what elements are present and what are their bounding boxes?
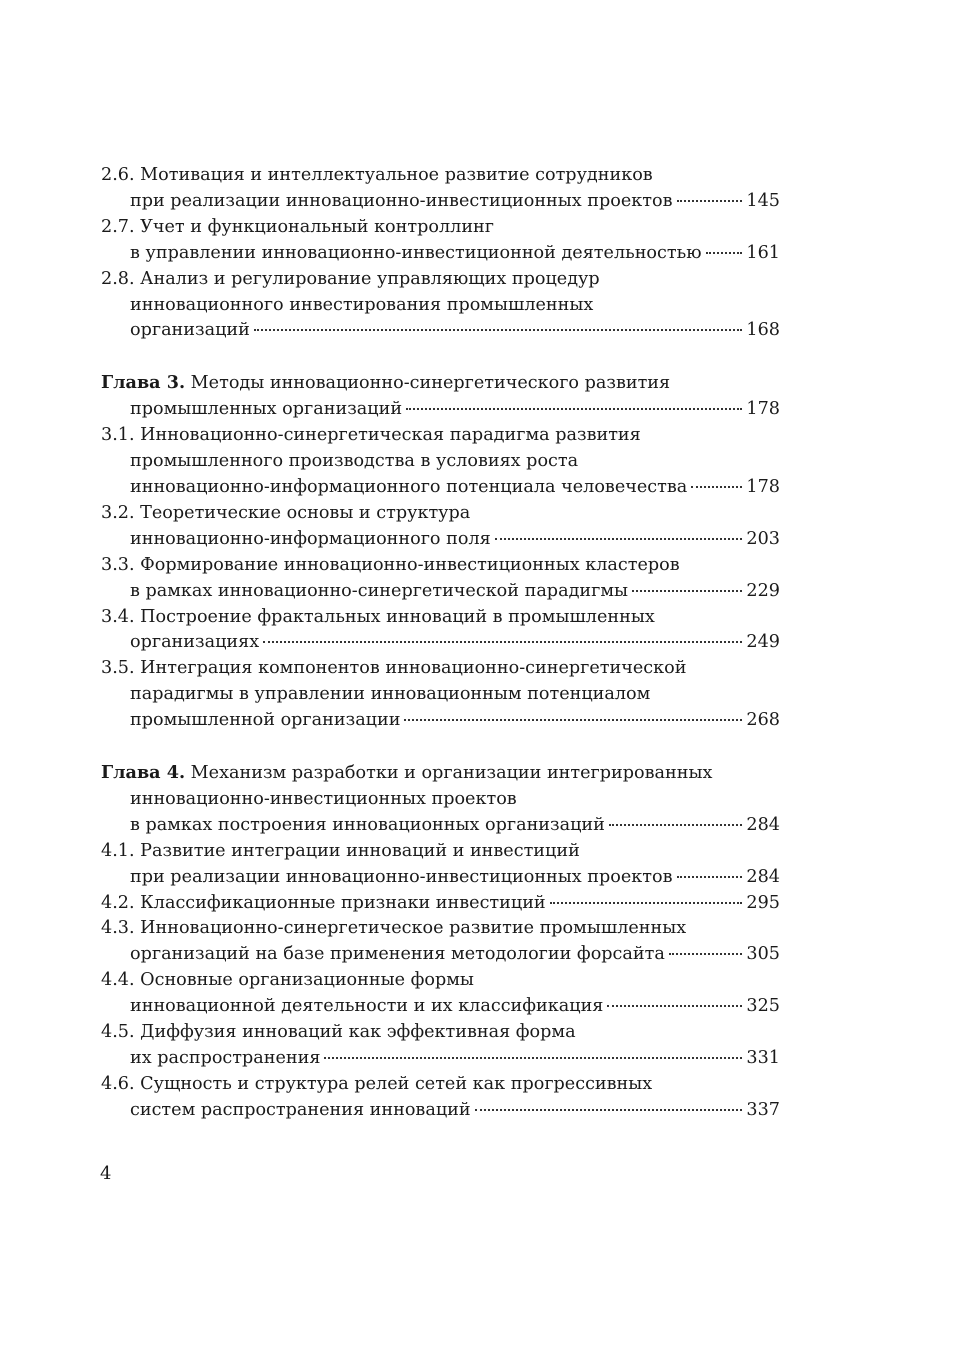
dot-leader xyxy=(254,329,743,331)
toc-line xyxy=(101,579,780,605)
toc-section-entry xyxy=(101,501,780,553)
dot-leader xyxy=(607,1005,742,1007)
toc-line xyxy=(101,1046,780,1072)
dot-leader xyxy=(677,200,743,202)
toc-line xyxy=(101,370,780,397)
dot-leader xyxy=(406,408,742,410)
toc-line-text: инновационно-информационного поля xyxy=(130,528,491,549)
toc-section-entry xyxy=(101,916,780,968)
chapter-label: Глава 3. xyxy=(101,372,186,394)
toc-line-text: 4.6. Сущность и структура релей сетей как прогрессивных xyxy=(101,1073,653,1094)
toc-section-entry xyxy=(101,423,780,501)
toc-page-number: 284 xyxy=(746,814,780,835)
toc-line xyxy=(101,501,780,527)
toc-section-entry xyxy=(101,968,780,1020)
toc-page-number: 203 xyxy=(746,528,780,549)
toc-section-entry xyxy=(101,267,780,345)
dot-leader xyxy=(609,824,743,826)
toc-page-number: 249 xyxy=(746,632,780,653)
section-gap xyxy=(101,344,780,370)
toc-line xyxy=(101,423,780,449)
toc-line xyxy=(101,1098,780,1124)
toc-line-text: при реализации инновационно-инвестиционных проектов xyxy=(130,866,673,887)
toc-line-text: организаций xyxy=(130,320,250,341)
toc-line xyxy=(101,682,780,708)
toc-section-entry xyxy=(101,605,780,657)
toc-section-entry xyxy=(101,839,780,891)
toc-line xyxy=(101,708,780,734)
toc-line-text: 4.2. Классификационные признаки инвестиций xyxy=(101,892,546,913)
toc-line xyxy=(101,241,780,267)
toc-line xyxy=(101,605,780,631)
toc-line xyxy=(101,813,780,839)
toc-line-text: 4.1. Развитие интеграции инноваций и инвестиций xyxy=(101,840,580,861)
toc-line xyxy=(101,1020,780,1046)
dot-leader xyxy=(404,719,742,721)
toc-page-number: 325 xyxy=(746,996,780,1017)
toc-section-entry xyxy=(101,656,780,734)
toc-page-number: 337 xyxy=(746,1099,780,1120)
toc-line-text: организаций на базе применения методологии форсайта xyxy=(130,944,665,965)
table-of-contents xyxy=(101,163,780,1124)
toc-line-text: в рамках инновационно-синергетической парадигмы xyxy=(130,580,629,601)
toc-section-entry xyxy=(101,891,780,917)
dot-leader xyxy=(263,641,742,643)
toc-line xyxy=(101,839,780,865)
toc-page-number: 284 xyxy=(746,866,780,887)
toc-line xyxy=(101,916,780,942)
toc-line xyxy=(101,189,780,215)
toc-line xyxy=(101,527,780,553)
toc-line xyxy=(101,449,780,475)
dot-leader xyxy=(706,252,743,254)
toc-line-text: 4.4. Основные организационные формы xyxy=(101,970,474,991)
dot-leader xyxy=(550,902,743,904)
toc-line-text: инновационной деятельности и их классификация xyxy=(130,996,604,1017)
dot-leader xyxy=(475,1109,743,1111)
toc-line-text: в рамках построения инновационных организаций xyxy=(130,814,605,835)
toc-section-entry xyxy=(101,1020,780,1072)
chapter-label: Глава 4. xyxy=(101,762,186,784)
dot-leader xyxy=(677,876,743,878)
toc-line-text: 4.5. Диффузия инноваций как эффективная форма xyxy=(101,1022,576,1043)
toc-line-text: систем распространения инноваций xyxy=(130,1099,471,1120)
toc-page-number: 305 xyxy=(746,944,780,965)
toc-line-text: 2.8. Анализ и регулирование управляющих процедур xyxy=(101,268,600,289)
toc-section-entry xyxy=(101,163,780,215)
toc-line xyxy=(101,994,780,1020)
toc-line-text: Методы инновационно-синергетического развития xyxy=(190,373,671,394)
toc-line xyxy=(101,475,780,501)
toc-line xyxy=(101,553,780,579)
toc-line xyxy=(101,215,780,241)
toc-line xyxy=(101,760,780,787)
toc-section-entry xyxy=(101,215,780,267)
toc-line xyxy=(101,656,780,682)
toc-line-text: в управлении инновационно-инвестиционной деятельностью xyxy=(130,242,702,263)
toc-section-entry xyxy=(101,1072,780,1124)
toc-line-text: организациях xyxy=(130,632,260,653)
toc-line-text: промышленной организации xyxy=(130,710,401,731)
toc-line xyxy=(101,968,780,994)
toc-page-number: 331 xyxy=(746,1048,780,1068)
toc-line xyxy=(101,397,780,423)
toc-line-text: 2.6. Мотивация и интеллектуальное развитие сотрудников xyxy=(101,165,653,185)
toc-line-text: при реализации инновационно-инвестиционных проектов xyxy=(130,190,673,211)
toc-page-number: 295 xyxy=(746,892,780,913)
toc-line-text: инновационно-информационного потенциала человечества xyxy=(130,476,688,497)
toc-page-number: 178 xyxy=(746,476,780,497)
toc-chapter-entry xyxy=(101,760,780,839)
toc-line xyxy=(101,787,780,813)
toc-page-number: 229 xyxy=(746,580,780,601)
section-gap xyxy=(101,734,780,760)
toc-section-entry xyxy=(101,553,780,605)
toc-line xyxy=(101,1072,780,1098)
dot-leader xyxy=(324,1057,742,1059)
dot-leader xyxy=(691,486,742,488)
toc-line-text: 3.5. Интеграция компонентов инновационно-синергетической xyxy=(101,658,687,679)
toc-line xyxy=(101,630,780,656)
page-number: 4 xyxy=(100,1163,112,1184)
toc-chapter-entry xyxy=(101,370,780,423)
toc-line xyxy=(101,942,780,968)
dot-leader xyxy=(669,953,743,955)
toc-line-text: 3.1. Инновационно-синергетическая парадигма развития xyxy=(101,425,641,446)
toc-line-text: промышленного производства в условиях роста xyxy=(130,451,579,472)
toc-line-text: 2.7. Учет и функциональный контроллинг xyxy=(101,216,494,237)
toc-line-text: инновационного инвестирования промышленных xyxy=(130,294,594,315)
toc-line xyxy=(101,267,780,293)
toc-line-text: парадигмы в управлении инновационным потенциалом xyxy=(130,684,651,705)
toc-line-text: инновационно-инвестиционных проектов xyxy=(130,788,517,809)
toc-line-text: 3.4. Построение фрактальных инноваций в промышленных xyxy=(101,606,655,627)
toc-line-text: их распространения xyxy=(130,1048,321,1068)
toc-page-number: 268 xyxy=(746,710,780,731)
toc-page-number: 168 xyxy=(746,320,780,341)
dot-leader xyxy=(495,538,743,540)
toc-line xyxy=(101,891,780,917)
toc-page-number: 161 xyxy=(746,242,780,263)
toc-page-number: 178 xyxy=(746,399,780,420)
toc-line xyxy=(101,318,780,344)
dot-leader xyxy=(632,590,742,592)
toc-line-text: Механизм разработки и организации интегрированных xyxy=(190,763,713,784)
toc-page-number: 145 xyxy=(746,190,780,211)
toc-line xyxy=(101,865,780,891)
toc-line-text: 3.3. Формирование инновационно-инвестиционных кластеров xyxy=(101,554,680,575)
toc-line-text: промышленных организаций xyxy=(130,399,403,420)
toc-line xyxy=(101,163,780,189)
toc-line-text: 3.2. Теоретические основы и структура xyxy=(101,502,471,523)
toc-line xyxy=(101,293,780,319)
toc-line-text: 4.3. Инновационно-синергетическое развитие промышленных xyxy=(101,918,687,939)
